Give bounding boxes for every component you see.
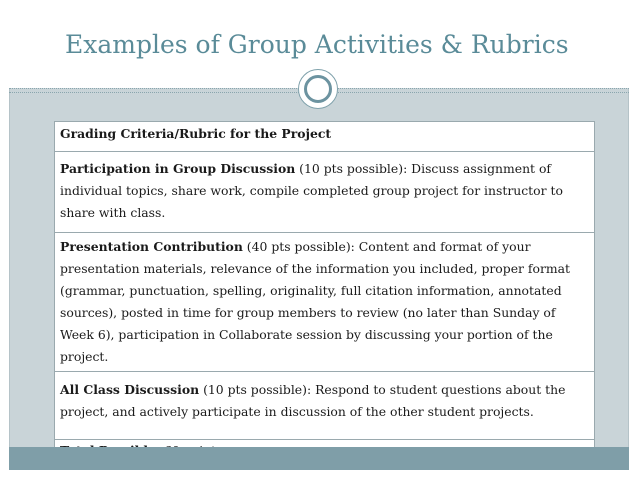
criterion-name: All Class Discussion	[60, 382, 200, 397]
rubric-cell	[55, 152, 595, 233]
table-row	[55, 152, 595, 233]
criterion-points: (10 pts possible)	[295, 161, 404, 176]
table-row	[55, 233, 595, 372]
criterion-description: : Discuss assignment of individual topics, share work, compile completed group project for instructor to share with class.	[60, 161, 563, 220]
criterion-description: : Respond to student questions about the project, and actively participate in discussion of the other student projects.	[60, 382, 566, 419]
rubric-cell	[55, 372, 595, 440]
criterion-points: (40 pts possible)	[242, 239, 351, 254]
bottom-strip	[9, 447, 629, 470]
rubric-table	[54, 121, 595, 463]
circle-ornament-icon	[298, 69, 338, 109]
criterion-description: : Content and format of your presentation materials, relevance of the information you included, proper format (grammar, punctuation, spelling, originality, full citation information, annotated sources), posted in time for group members to review (no later than Sunday of Week 6), participation in Collaborate session by discussing your portion of the project.	[60, 239, 570, 364]
rubric-cell	[55, 233, 595, 372]
table-row	[55, 122, 595, 152]
rubric-header-cell	[55, 122, 595, 152]
rubric-header: Grading Criteria/Rubric for the Project	[60, 126, 332, 141]
criterion-points: (10 pts possible)	[199, 382, 307, 397]
slide-title: Examples of Group Activities & Rubrics	[65, 30, 569, 59]
criterion-name: Presentation Contribution	[60, 239, 243, 254]
circle-ornament-inner	[304, 75, 332, 103]
criterion-name: Participation in Group Discussion	[60, 161, 296, 176]
table-row	[55, 372, 595, 440]
